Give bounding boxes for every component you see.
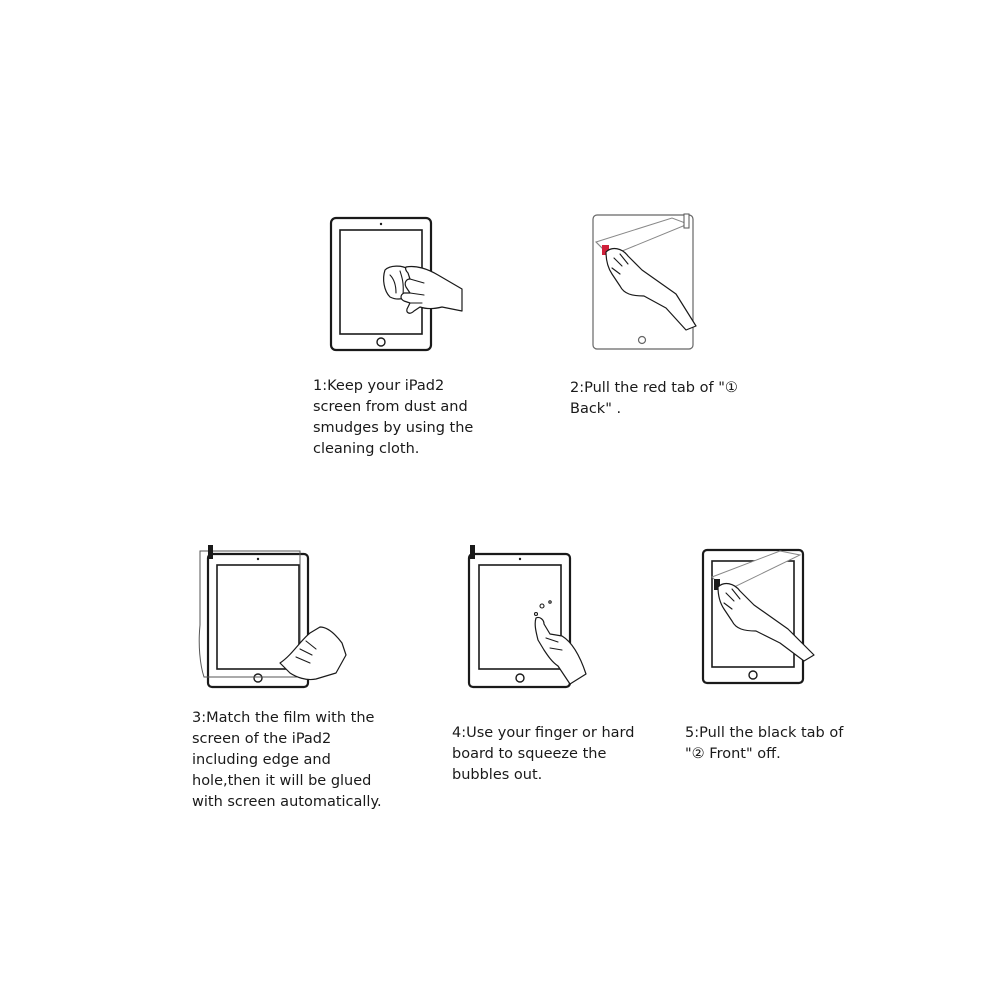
caption-line: 5:Pull the black tab of	[685, 725, 844, 741]
caption-line: bubbles out.	[452, 767, 543, 783]
black-tab-icon	[684, 214, 689, 228]
black-tab-icon	[208, 545, 213, 559]
step-5-caption	[685, 723, 843, 765]
step-3-illustration	[196, 545, 350, 690]
step-4-caption	[452, 723, 634, 786]
step-2-illustration	[592, 212, 707, 352]
caption-line: 3:Match the film with the	[192, 710, 375, 726]
caption-line: 4:Use your finger or hard	[452, 725, 635, 741]
caption-line: hole,then it will be glued	[192, 773, 372, 789]
caption-line: cleaning cloth.	[313, 441, 420, 457]
camera-dot	[380, 223, 382, 225]
caption-line: board to squeeze the	[452, 746, 607, 762]
step-2-caption	[570, 378, 738, 420]
step-5-illustration	[700, 547, 818, 691]
caption-line: Back" .	[570, 401, 622, 417]
step-1-caption	[313, 376, 473, 460]
hand-icon	[401, 266, 462, 313]
caption-line: including edge and	[192, 752, 331, 768]
step-1-illustration	[330, 217, 465, 352]
caption-line: smudges by using the	[313, 420, 474, 436]
caption-line: 1:Keep your iPad2	[313, 378, 445, 394]
black-tab-icon	[470, 545, 475, 559]
step-3-caption	[192, 708, 382, 813]
caption-line: with screen automatically.	[192, 794, 382, 810]
step-4-illustration	[466, 544, 591, 690]
caption-line: screen of the iPad2	[192, 731, 332, 747]
caption-line: screen from dust and	[313, 399, 468, 415]
caption-line: "② Front" off.	[685, 746, 781, 762]
camera-dot	[519, 558, 521, 560]
camera-dot	[257, 558, 259, 560]
caption-line: 2:Pull the red tab of "①	[570, 380, 738, 396]
tablet-screen	[217, 565, 299, 669]
